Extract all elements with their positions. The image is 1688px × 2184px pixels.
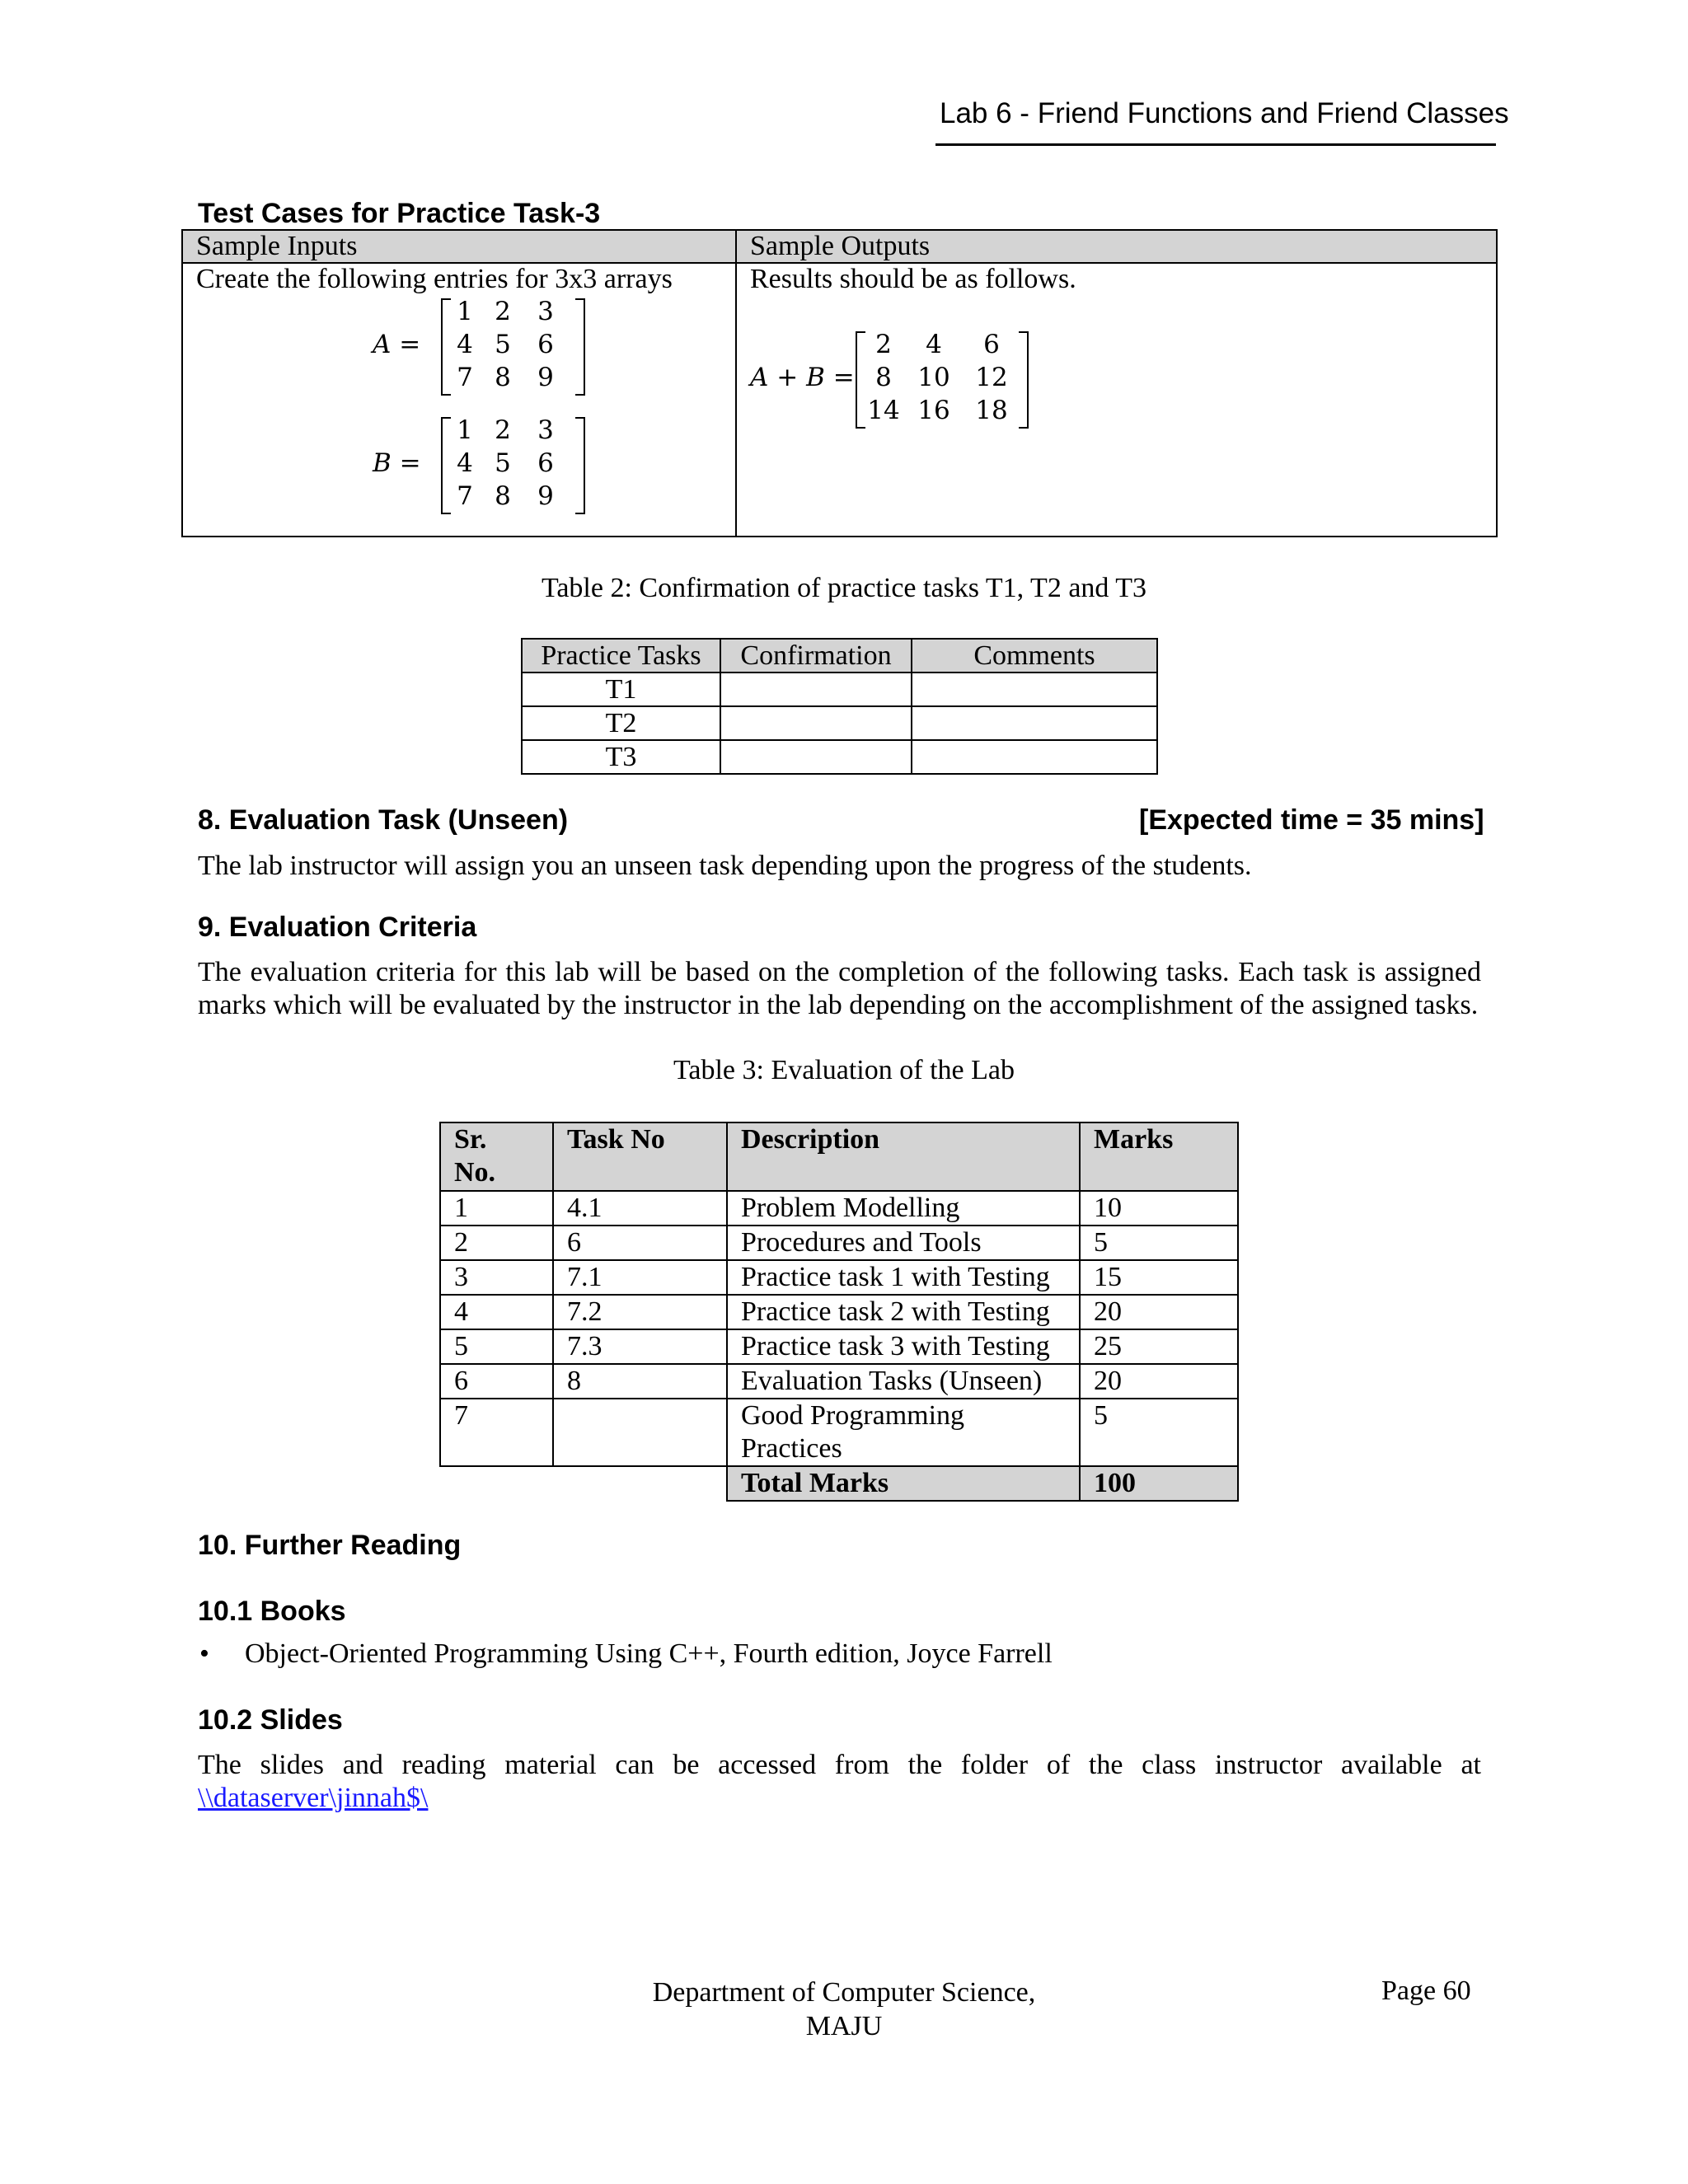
sr-cell: 4 bbox=[440, 1295, 553, 1329]
expected-time: [Expected time = 35 mins] bbox=[1139, 804, 1484, 836]
table-row bbox=[522, 740, 1157, 774]
bracket-right bbox=[575, 298, 585, 396]
footer-dept-line-1: Department of Computer Science, bbox=[652, 1977, 1036, 2008]
table-row bbox=[440, 1399, 1238, 1466]
col-comments: Comments bbox=[912, 639, 1157, 673]
matrix-cell: 4 bbox=[457, 448, 473, 478]
sr-cell: 7 bbox=[440, 1399, 553, 1466]
task-cell: T2 bbox=[522, 706, 720, 740]
table2-caption: Table 2: Confirmation of practice tasks T1, T2 and T3 bbox=[541, 573, 1147, 603]
matrix-cell: 9 bbox=[537, 481, 554, 511]
sr-cell: 5 bbox=[440, 1329, 553, 1364]
col-marks: Marks bbox=[1080, 1122, 1238, 1191]
confirmation-cell bbox=[720, 740, 912, 774]
task-cell: 4.1 bbox=[553, 1191, 727, 1226]
col-description: Description bbox=[727, 1122, 1080, 1191]
matrix-cell: 7 bbox=[457, 481, 473, 511]
matrix-b-label: B bbox=[373, 448, 392, 478]
task-cell: 8 bbox=[553, 1364, 727, 1399]
sr-cell: 1 bbox=[440, 1191, 553, 1226]
matrix-cell: 12 bbox=[975, 363, 1008, 392]
table-row bbox=[440, 1260, 1238, 1295]
book-item: Object-Oriented Programming Using C++, Fourth edition, Joyce Farrell bbox=[245, 1638, 1053, 1669]
marks-cell: 10 bbox=[1080, 1191, 1238, 1226]
bracket-right bbox=[1019, 331, 1029, 429]
matrix-cell: 4 bbox=[926, 330, 942, 359]
table3-caption: Table 3: Evaluation of the Lab bbox=[673, 1055, 1015, 1085]
matrix-cell: 18 bbox=[975, 396, 1008, 425]
matrix-b bbox=[373, 414, 620, 516]
task-cell: 6 bbox=[553, 1226, 727, 1260]
dataserver-link[interactable]: \\dataserver\jinnah$\ bbox=[198, 1783, 429, 1813]
header-rule bbox=[935, 143, 1496, 146]
matrix-cell: 6 bbox=[537, 330, 554, 359]
description-cell bbox=[727, 1399, 1080, 1466]
slides-line-1: The slides and reading material can be accessed from the folder of the class instructor available at bbox=[198, 1750, 1481, 1780]
table-row bbox=[522, 706, 1157, 740]
comments-cell bbox=[912, 673, 1157, 706]
comments-cell bbox=[912, 706, 1157, 740]
section-9-heading: 9. Evaluation Criteria bbox=[198, 912, 477, 943]
test-cases-table bbox=[181, 229, 1498, 537]
col-sr-no-line-1: Sr. bbox=[454, 1124, 487, 1155]
sr-cell: 2 bbox=[440, 1226, 553, 1260]
matrix-cell: 14 bbox=[867, 396, 900, 425]
description-cell: Practice task 3 with Testing bbox=[727, 1329, 1080, 1364]
table-row bbox=[522, 673, 1157, 706]
page-header-title: Lab 6 - Friend Functions and Friend Classes bbox=[940, 97, 1509, 129]
description-cell: Practice task 1 with Testing bbox=[727, 1260, 1080, 1295]
description-line-2: Practices bbox=[741, 1433, 842, 1464]
task-cell: 7.1 bbox=[553, 1260, 727, 1295]
confirmation-cell bbox=[720, 706, 912, 740]
matrix-cell: 3 bbox=[537, 297, 554, 326]
task-cell: 7.3 bbox=[553, 1329, 727, 1364]
page-number: Page 60 bbox=[1381, 1975, 1471, 2006]
matrix-cell: 8 bbox=[495, 481, 511, 511]
task-cell bbox=[553, 1399, 727, 1466]
marks-cell: 20 bbox=[1080, 1364, 1238, 1399]
total-marks-value: 100 bbox=[1080, 1466, 1238, 1501]
equals-sign: = bbox=[832, 363, 855, 392]
matrix-cell: 2 bbox=[495, 297, 511, 326]
col-sr-no bbox=[440, 1122, 553, 1191]
matrix-cell: 6 bbox=[537, 448, 554, 478]
description-cell: Evaluation Tasks (Unseen) bbox=[727, 1364, 1080, 1399]
col-sr-no-line-2: No. bbox=[454, 1157, 496, 1188]
table-row bbox=[440, 1364, 1238, 1399]
slides-heading: 10.2 Slides bbox=[198, 1704, 343, 1736]
confirmation-table bbox=[521, 638, 1158, 775]
description-cell: Procedures and Tools bbox=[727, 1226, 1080, 1260]
books-heading: 10.1 Books bbox=[198, 1596, 346, 1627]
comments-cell bbox=[912, 740, 1157, 774]
bracket-right bbox=[575, 417, 585, 514]
task-cell: T3 bbox=[522, 740, 720, 774]
matrix-cell: 1 bbox=[457, 297, 473, 326]
col-sample-inputs: Sample Inputs bbox=[182, 230, 736, 263]
matrix-cell: 9 bbox=[537, 363, 554, 392]
matrix-cell: 8 bbox=[495, 363, 511, 392]
matrix-sum-label: A + B bbox=[750, 363, 825, 392]
matrix-cell: 8 bbox=[875, 363, 892, 392]
matrix-cell: 4 bbox=[457, 330, 473, 359]
marks-cell: 15 bbox=[1080, 1260, 1238, 1295]
matrix-cell: 5 bbox=[495, 330, 511, 359]
marks-cell: 20 bbox=[1080, 1295, 1238, 1329]
marks-cell: 5 bbox=[1080, 1226, 1238, 1260]
matrix-a-label: A bbox=[373, 330, 392, 359]
total-marks-label: Total Marks bbox=[727, 1466, 1080, 1501]
confirmation-cell bbox=[720, 673, 912, 706]
task-cell: 7.2 bbox=[553, 1295, 727, 1329]
evaluation-table bbox=[439, 1122, 1239, 1502]
matrix-cell: 6 bbox=[983, 330, 1000, 359]
section-9-line-2: marks which will be evaluated by the instructor in the lab depending on the accomplishment of the assigned tasks. bbox=[198, 990, 1479, 1020]
matrix-cell: 10 bbox=[917, 363, 950, 392]
table-row bbox=[440, 1329, 1238, 1364]
col-practice-tasks: Practice Tasks bbox=[522, 639, 720, 673]
sr-cell: 6 bbox=[440, 1364, 553, 1399]
output-description: Results should be as follows. bbox=[750, 264, 1076, 294]
marks-cell: 25 bbox=[1080, 1329, 1238, 1364]
sample-outputs-cell bbox=[736, 263, 1497, 537]
col-confirmation: Confirmation bbox=[720, 639, 912, 673]
section-8-heading: 8. Evaluation Task (Unseen) bbox=[198, 804, 569, 836]
matrix-cell: 1 bbox=[457, 415, 473, 445]
matrix-cell: 3 bbox=[537, 415, 554, 445]
section-9-line-1: The evaluation criteria for this lab will be based on the completion of the following tasks. Each task is assigned bbox=[198, 957, 1481, 987]
table-row bbox=[440, 1226, 1238, 1260]
matrix-sum bbox=[750, 328, 1047, 430]
bullet-icon: • bbox=[199, 1638, 209, 1669]
description-line-1: Good Programming bbox=[741, 1400, 965, 1431]
sr-cell: 3 bbox=[440, 1260, 553, 1295]
matrix-cell: 7 bbox=[457, 363, 473, 392]
section-10-heading: 10. Further Reading bbox=[198, 1530, 462, 1561]
matrix-cell: 5 bbox=[495, 448, 511, 478]
description-cell: Problem Modelling bbox=[727, 1191, 1080, 1226]
marks-cell: 5 bbox=[1080, 1399, 1238, 1466]
test-cases-heading: Test Cases for Practice Task-3 bbox=[198, 198, 601, 229]
matrix-cell: 2 bbox=[875, 330, 892, 359]
matrix-cell: 2 bbox=[495, 415, 511, 445]
sample-inputs-cell bbox=[182, 263, 736, 537]
table-row bbox=[440, 1295, 1238, 1329]
task-cell: T1 bbox=[522, 673, 720, 706]
col-task-no: Task No bbox=[553, 1122, 727, 1191]
total-row bbox=[440, 1466, 1238, 1501]
description-cell: Practice task 2 with Testing bbox=[727, 1295, 1080, 1329]
table-row bbox=[440, 1191, 1238, 1226]
equals-sign: = bbox=[399, 330, 421, 359]
col-sample-outputs: Sample Outputs bbox=[736, 230, 1497, 263]
footer-dept-line-2: MAJU bbox=[805, 2011, 883, 2041]
input-description: Create the following entries for 3x3 arrays bbox=[196, 264, 673, 294]
section-8-text: The lab instructor will assign you an unseen task depending upon the progress of the students. bbox=[198, 851, 1252, 881]
matrix-a bbox=[373, 295, 620, 397]
matrix-cell: 16 bbox=[917, 396, 950, 425]
equals-sign: = bbox=[399, 448, 421, 478]
